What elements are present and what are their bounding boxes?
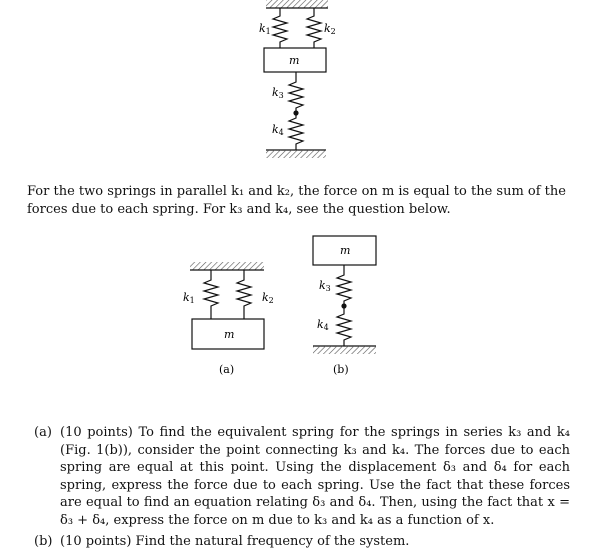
figure-a — [183, 262, 274, 376]
b-floor-hatch — [313, 346, 376, 354]
b-label-k3: k3 — [319, 279, 331, 293]
top-ceiling-hatch — [266, 0, 328, 8]
top-label-k2: k2 — [324, 22, 336, 36]
a-spring-k1 — [204, 270, 218, 319]
a-label-k2: k2 — [262, 291, 274, 305]
a-label-m: m — [224, 328, 235, 341]
top-spring-k2 — [307, 8, 321, 48]
top-label-k3: k3 — [272, 86, 284, 100]
b-spring-k3 — [337, 265, 351, 306]
top-figure — [0, 0, 616, 170]
b-label-k4: k4 — [317, 318, 329, 332]
question-a-tag: (a) — [34, 425, 52, 440]
top-label-k4: k4 — [272, 123, 284, 137]
b-spring-k4 — [337, 306, 351, 346]
top-spring-k4 — [289, 113, 303, 150]
top-label-k1: k1 — [259, 22, 271, 36]
intro-paragraph: For the two springs in parallel k₁ and k₂, the force on m is equal to the sum of the forces due to each spring. For k₃ and k₄, see the question below. — [27, 184, 566, 217]
figures-ab — [0, 230, 616, 390]
question-a — [30, 424, 570, 530]
top-spring-k1 — [273, 8, 287, 48]
figure-b — [313, 236, 376, 376]
question-b — [30, 533, 570, 551]
a-label-k1: k1 — [183, 291, 195, 305]
top-label-m: m — [289, 54, 300, 67]
question-b-tag: (b) — [34, 534, 53, 549]
question-b-text: (10 points) Find the natural frequency of the system. — [60, 534, 410, 549]
b-caption: (b) — [333, 363, 349, 376]
question-a-text: (10 points) To find the equivalent spring for the springs in series k₃ and k₄ (Fig. 1(b)), consider the point connecting k₃ and k₄. The forces due to each spring are equal at this point. Using the displacement δ₃ and δ₄ for each spring, express the force due to each spring. Use the fact that these forces are equal to find an equation relating δ₃ and δ₄. Then, using the fact that x = δ₃ + δ₄, express the force on m due to k₃ and k₄ as a function of x. — [60, 425, 570, 528]
top-floor-hatch — [266, 150, 326, 158]
a-caption: (a) — [219, 363, 235, 376]
a-spring-k2 — [237, 270, 251, 319]
a-ceiling-hatch — [190, 262, 264, 270]
b-label-m: m — [340, 244, 351, 257]
top-spring-k3 — [289, 72, 303, 113]
